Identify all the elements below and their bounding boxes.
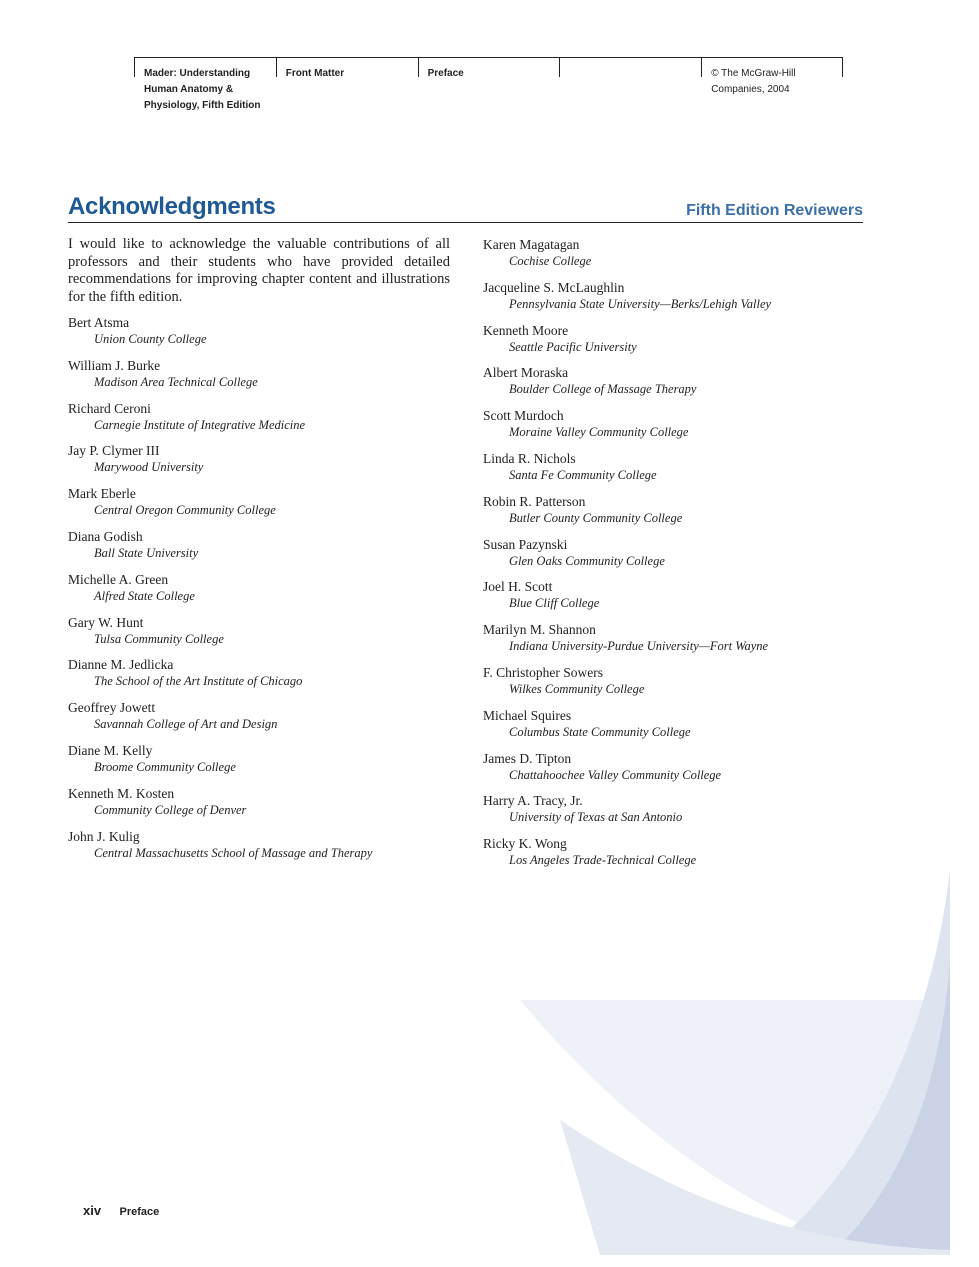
- reviewer-name: F. Christopher Sowers: [483, 664, 604, 680]
- reviewer-institution: Indiana University-Purdue University—Fort Wayne: [509, 639, 769, 654]
- reviewer-institution: Alfred State College: [94, 588, 195, 603]
- reviewer-institution: Madison Area Technical College: [94, 374, 258, 389]
- page-footer: [83, 1202, 159, 1220]
- reviewer-institution: Tulsa Community College: [94, 631, 224, 646]
- reviewer-institution: Union County College: [94, 332, 207, 346]
- reviewer-name: Jacqueline S. McLaughlin: [483, 279, 625, 295]
- reviewer-name: John J. Kulig: [68, 828, 140, 844]
- reviewer-name: Harry A. Tracy, Jr.: [483, 793, 583, 809]
- reviewer-name: Ricky K. Wong: [483, 836, 567, 852]
- reviewer-name: Richard Ceroni: [68, 400, 151, 416]
- reviewer-entry: [68, 528, 450, 562]
- reviewer-name: Jay P. Clymer III: [68, 443, 160, 459]
- reviewer-entry: [68, 400, 450, 434]
- reviewer-entry: [68, 442, 450, 476]
- reviewer-name: Geoffrey Jowett: [68, 700, 156, 716]
- header-book-title: Mader: Understanding Human Anatomy & Physiology, Fifth Edition: [134, 58, 276, 118]
- reviewer-institution: Central Massachusetts School of Massage and Therapy: [94, 845, 373, 860]
- reviewer-entry: [483, 279, 865, 313]
- reviewer-entry: [68, 828, 450, 862]
- reviewer-institution: Ball State University: [94, 545, 199, 560]
- reviewer-institution: The School of the Art Institute of Chicago: [94, 674, 303, 689]
- header-chapter: Preface: [418, 58, 560, 118]
- reviewer-name: Robin R. Patterson: [483, 493, 586, 509]
- reviewer-name: Bert Atsma: [68, 315, 130, 330]
- reviewer-institution: Community College of Denver: [94, 802, 247, 817]
- reviewer-name: Michelle A. Green: [68, 571, 169, 587]
- page-number: xiv: [83, 1203, 102, 1218]
- reviewer-institution: Cochise College: [509, 254, 592, 268]
- reviewer-institution: Moraine Valley Community College: [509, 425, 689, 440]
- reviewer-name: Karen Magatagan: [483, 237, 580, 252]
- reviewer-institution: Columbus State Community College: [509, 724, 691, 739]
- header-copyright: © The McGraw-Hill Companies, 2004: [701, 58, 843, 118]
- reviewer-entry: [483, 835, 865, 869]
- reviewer-entry: [68, 785, 450, 819]
- reviewer-institution: Glen Oaks Community College: [509, 553, 665, 568]
- intro-paragraph: I would like to acknowledge the valuable contributions of all professors and their students who have provided detailed recommendations for improving chapter content and illustrations for the fifth edition.: [68, 236, 450, 305]
- reviewer-entry: [483, 578, 865, 612]
- reviewer-entry: [483, 493, 865, 527]
- reviewer-entry: [483, 364, 865, 398]
- reviewer-institution: Blue Cliff College: [509, 596, 600, 611]
- reviewer-name: Scott Murdoch: [483, 408, 564, 424]
- reviewer-institution: Chattahoochee Valley Community College: [509, 767, 722, 782]
- reviewer-entry: [483, 707, 865, 741]
- reviewer-institution: University of Texas at San Antonio: [509, 810, 683, 825]
- reviewer-name: Susan Pazynski: [483, 536, 568, 552]
- reviewer-entry: [68, 699, 450, 733]
- footer-label: Preface: [119, 1206, 160, 1218]
- reviewer-entry: [483, 236, 865, 270]
- reviewer-institution: Wilkes Community College: [509, 681, 645, 696]
- reviewer-entry: [68, 314, 450, 348]
- reviewer-entry: [68, 571, 450, 605]
- reviewer-institution: Santa Fe Community College: [509, 467, 657, 482]
- reviewer-entry: [483, 750, 865, 784]
- reviewer-list-left: [68, 314, 450, 862]
- reviewer-entry: [68, 614, 450, 648]
- reviewer-list-right: [483, 236, 865, 869]
- reviewer-institution: Boulder College of Massage Therapy: [509, 382, 697, 397]
- reviewer-institution: Marywood University: [94, 460, 204, 475]
- reviewer-name: William J. Burke: [68, 357, 161, 373]
- reviewer-entry: [483, 407, 865, 441]
- reviewer-name: Gary W. Hunt: [68, 614, 144, 630]
- reviewer-institution: Savannah College of Art and Design: [94, 717, 278, 732]
- reviewer-name: Mark Eberle: [68, 486, 136, 502]
- reviewer-institution: Carnegie Institute of Integrative Medicine: [94, 417, 306, 432]
- reviewer-name: Linda R. Nichols: [483, 450, 576, 466]
- reviewer-entry: [483, 450, 865, 484]
- reviewer-entry: [483, 621, 865, 655]
- reviewer-name: Marilyn M. Shannon: [483, 622, 596, 638]
- reviewer-institution: Broome Community College: [94, 759, 236, 774]
- reviewer-name: Kenneth M. Kosten: [68, 785, 175, 801]
- reviewer-name: Albert Moraska: [483, 365, 569, 381]
- reviewer-name: Diana Godish: [68, 528, 143, 544]
- reviewer-name: Diane M. Kelly: [68, 742, 153, 758]
- reviewer-entry: [483, 322, 865, 356]
- reviewer-entry: [483, 536, 865, 570]
- header-empty-cell: [559, 58, 701, 118]
- header-section: Front Matter: [276, 58, 418, 118]
- title-row: [68, 190, 863, 223]
- reviewer-institution: Butler County Community College: [509, 510, 683, 525]
- reviewer-name: James D. Tipton: [483, 750, 572, 766]
- reviewer-entry: [68, 656, 450, 690]
- reviewer-institution: Los Angeles Trade-Technical College: [509, 853, 697, 868]
- reviewer-entry: [68, 357, 450, 391]
- page-title: Acknowledgments: [68, 193, 276, 220]
- section-subtitle: Fifth Edition Reviewers: [686, 202, 863, 219]
- running-header: [134, 57, 843, 118]
- left-column: [68, 236, 450, 870]
- reviewer-entry: [68, 485, 450, 519]
- reviewer-institution: Pennsylvania State University—Berks/Lehigh Valley: [509, 296, 772, 311]
- reviewer-name: Kenneth Moore: [483, 322, 569, 338]
- reviewer-name: Michael Squires: [483, 707, 572, 723]
- right-column: [483, 236, 865, 878]
- reviewer-name: Dianne M. Jedlicka: [68, 657, 174, 673]
- reviewer-entry: [483, 664, 865, 698]
- reviewer-entry: [483, 792, 865, 826]
- reviewer-institution: Seattle Pacific University: [509, 339, 637, 354]
- reviewer-institution: Central Oregon Community College: [94, 503, 276, 518]
- reviewer-name: Joel H. Scott: [483, 579, 553, 595]
- reviewer-entry: [68, 742, 450, 776]
